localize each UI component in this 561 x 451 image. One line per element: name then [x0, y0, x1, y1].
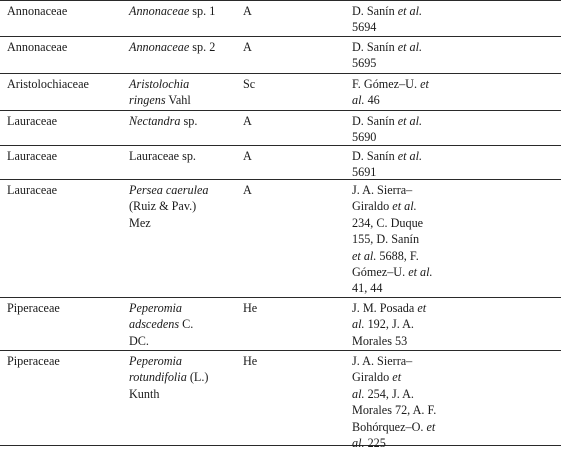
text: Morales 72, A. F. — [352, 403, 437, 418]
text: 155, D. Sanín — [352, 232, 420, 247]
cell-line — [352, 19, 462, 35]
text: Vahl — [165, 93, 191, 108]
text: J. A. Sierra– — [352, 354, 413, 368]
voucher-cell — [352, 39, 462, 72]
voucher-cell — [352, 353, 462, 451]
table-row — [0, 111, 561, 146]
growth-form-cell: Sc — [243, 77, 256, 91]
cell-line — [129, 316, 241, 332]
text: (Ruiz & Pav.) — [129, 199, 197, 214]
cell-line — [352, 333, 462, 349]
species-cell — [129, 3, 241, 19]
text: J. M. Posada — [352, 301, 418, 315]
cell-line — [352, 386, 462, 402]
cell-line — [352, 92, 462, 108]
italic-text: et al. — [352, 248, 377, 263]
italic-text: al. — [352, 436, 365, 451]
text: D. Sanín — [352, 4, 398, 18]
text: 192, J. A. — [364, 317, 414, 332]
text: J. A. Sierra– — [352, 183, 413, 197]
text: Morales 53 — [352, 333, 408, 348]
family-cell: Lauraceae — [7, 114, 58, 128]
cell-line — [352, 264, 462, 280]
voucher-cell — [352, 113, 462, 146]
species-cell — [129, 76, 241, 109]
voucher-cell — [352, 182, 462, 297]
text: 41, 44 — [352, 281, 383, 296]
voucher-cell — [352, 148, 462, 181]
italic-text: et al. — [397, 4, 423, 18]
italic-text: et al. — [397, 114, 423, 128]
italic-text: al. — [352, 386, 365, 401]
cell-line — [352, 76, 462, 92]
text: sp. — [180, 114, 198, 128]
cell-line — [352, 353, 462, 369]
italic-text: Persea caerulea — [129, 183, 209, 197]
species-cell — [129, 353, 241, 402]
table-row — [0, 0, 561, 37]
cell-line — [352, 300, 462, 316]
cell-line — [352, 39, 462, 55]
text: Giraldo — [352, 199, 393, 214]
growth-form-cell: A — [243, 183, 252, 197]
italic-text: et — [392, 370, 402, 385]
growth-form-cell: A — [243, 114, 252, 128]
cell-line — [129, 148, 241, 164]
family-cell: Annonaceae — [7, 4, 68, 18]
text: 234, C. Duque — [352, 215, 424, 230]
italic-text: adscedens — [129, 317, 180, 332]
cell-line — [352, 435, 462, 451]
italic-text: Peperomia — [129, 354, 183, 368]
text: Gómez–U. — [352, 265, 409, 280]
text: 5690 — [352, 130, 377, 145]
cell-line — [129, 300, 241, 316]
species-cell — [129, 39, 241, 55]
cell-line — [352, 164, 462, 180]
text: F. Gómez–U. — [352, 77, 421, 91]
growth-form-cell: He — [243, 301, 258, 315]
italic-text: ringens — [129, 93, 166, 108]
text: 5688, F. — [376, 248, 419, 263]
cell-line — [129, 215, 241, 231]
cell-line — [352, 129, 462, 145]
cell-line — [352, 280, 462, 296]
growth-form-cell: A — [243, 40, 252, 54]
text: 225 — [364, 436, 386, 451]
cell-line — [352, 113, 462, 129]
table-row — [0, 74, 561, 111]
table-row — [0, 37, 561, 74]
family-cell: Piperaceae — [7, 301, 60, 315]
italic-text: et — [417, 301, 427, 315]
cell-line — [352, 316, 462, 332]
species-cell — [129, 148, 241, 164]
table-row — [0, 180, 561, 298]
cell-line — [129, 386, 241, 402]
cell-line — [352, 182, 462, 198]
species-cell — [129, 300, 241, 349]
text: sp. 1 — [189, 4, 216, 18]
growth-form-cell: A — [243, 149, 252, 163]
text: DC. — [129, 333, 149, 348]
italic-text: al. — [352, 93, 365, 108]
text: D. Sanín — [352, 114, 398, 128]
italic-text: et al. — [397, 149, 423, 163]
text: 46 — [364, 93, 380, 108]
cell-line — [352, 215, 462, 231]
cell-line — [129, 76, 241, 92]
italic-text: Annonaceae — [129, 4, 190, 18]
cell-line — [352, 231, 462, 247]
table-row — [0, 146, 561, 180]
family-cell: Aristolochiaceae — [7, 77, 89, 91]
table-row — [0, 351, 561, 451]
voucher-cell — [352, 300, 462, 349]
species-cell — [129, 113, 241, 129]
cell-line — [129, 198, 241, 214]
cell-line — [352, 402, 462, 418]
italic-text: et al. — [392, 199, 417, 214]
italic-text: et — [420, 77, 429, 91]
text: 5691 — [352, 165, 377, 180]
text: 5695 — [352, 56, 377, 71]
text: sp. 2 — [189, 40, 216, 54]
growth-form-cell: A — [243, 4, 252, 18]
italic-text: Aristolochia — [129, 77, 190, 91]
cell-line — [129, 39, 241, 55]
text: 5694 — [352, 20, 377, 35]
voucher-cell — [352, 3, 462, 36]
cell-line — [129, 333, 241, 349]
cell-line — [352, 198, 462, 214]
text: Lauraceae sp. — [129, 149, 196, 163]
text: 254, J. A. — [364, 386, 414, 401]
italic-text: et al. — [408, 265, 433, 280]
italic-text: al. — [352, 317, 365, 332]
text: Bohórquez–O. — [352, 419, 427, 434]
cell-line — [352, 248, 462, 264]
cell-line — [129, 3, 241, 19]
growth-form-cell: He — [243, 354, 258, 368]
cell-line — [352, 3, 462, 19]
cell-line — [352, 369, 462, 385]
cell-line — [129, 369, 241, 385]
cell-line — [352, 148, 462, 164]
italic-text: rotundifolia — [129, 370, 187, 385]
italic-text: et al. — [397, 40, 423, 54]
text: Mez — [129, 215, 151, 230]
family-cell: Lauraceae — [7, 183, 58, 197]
italic-text: Annonaceae — [129, 40, 190, 54]
text: (L.) — [186, 370, 209, 385]
cell-line — [129, 92, 241, 108]
italic-text: et — [426, 419, 436, 434]
voucher-cell — [352, 76, 462, 109]
table-row — [0, 298, 561, 351]
cell-line — [129, 353, 241, 369]
italic-text: Nectandra — [129, 114, 181, 128]
cell-line — [352, 419, 462, 435]
text: D. Sanín — [352, 149, 398, 163]
family-cell: Lauraceae — [7, 149, 58, 163]
text: Kunth — [129, 386, 160, 401]
species-cell — [129, 182, 241, 231]
family-cell: Piperaceae — [7, 354, 60, 368]
cell-line — [352, 55, 462, 71]
cell-line — [129, 182, 241, 198]
family-cell: Annonaceae — [7, 40, 68, 54]
text: Giraldo — [352, 370, 393, 385]
text: C. — [179, 317, 194, 332]
cell-line — [129, 113, 241, 129]
italic-text: Peperomia — [129, 301, 183, 315]
text: D. Sanín — [352, 40, 398, 54]
